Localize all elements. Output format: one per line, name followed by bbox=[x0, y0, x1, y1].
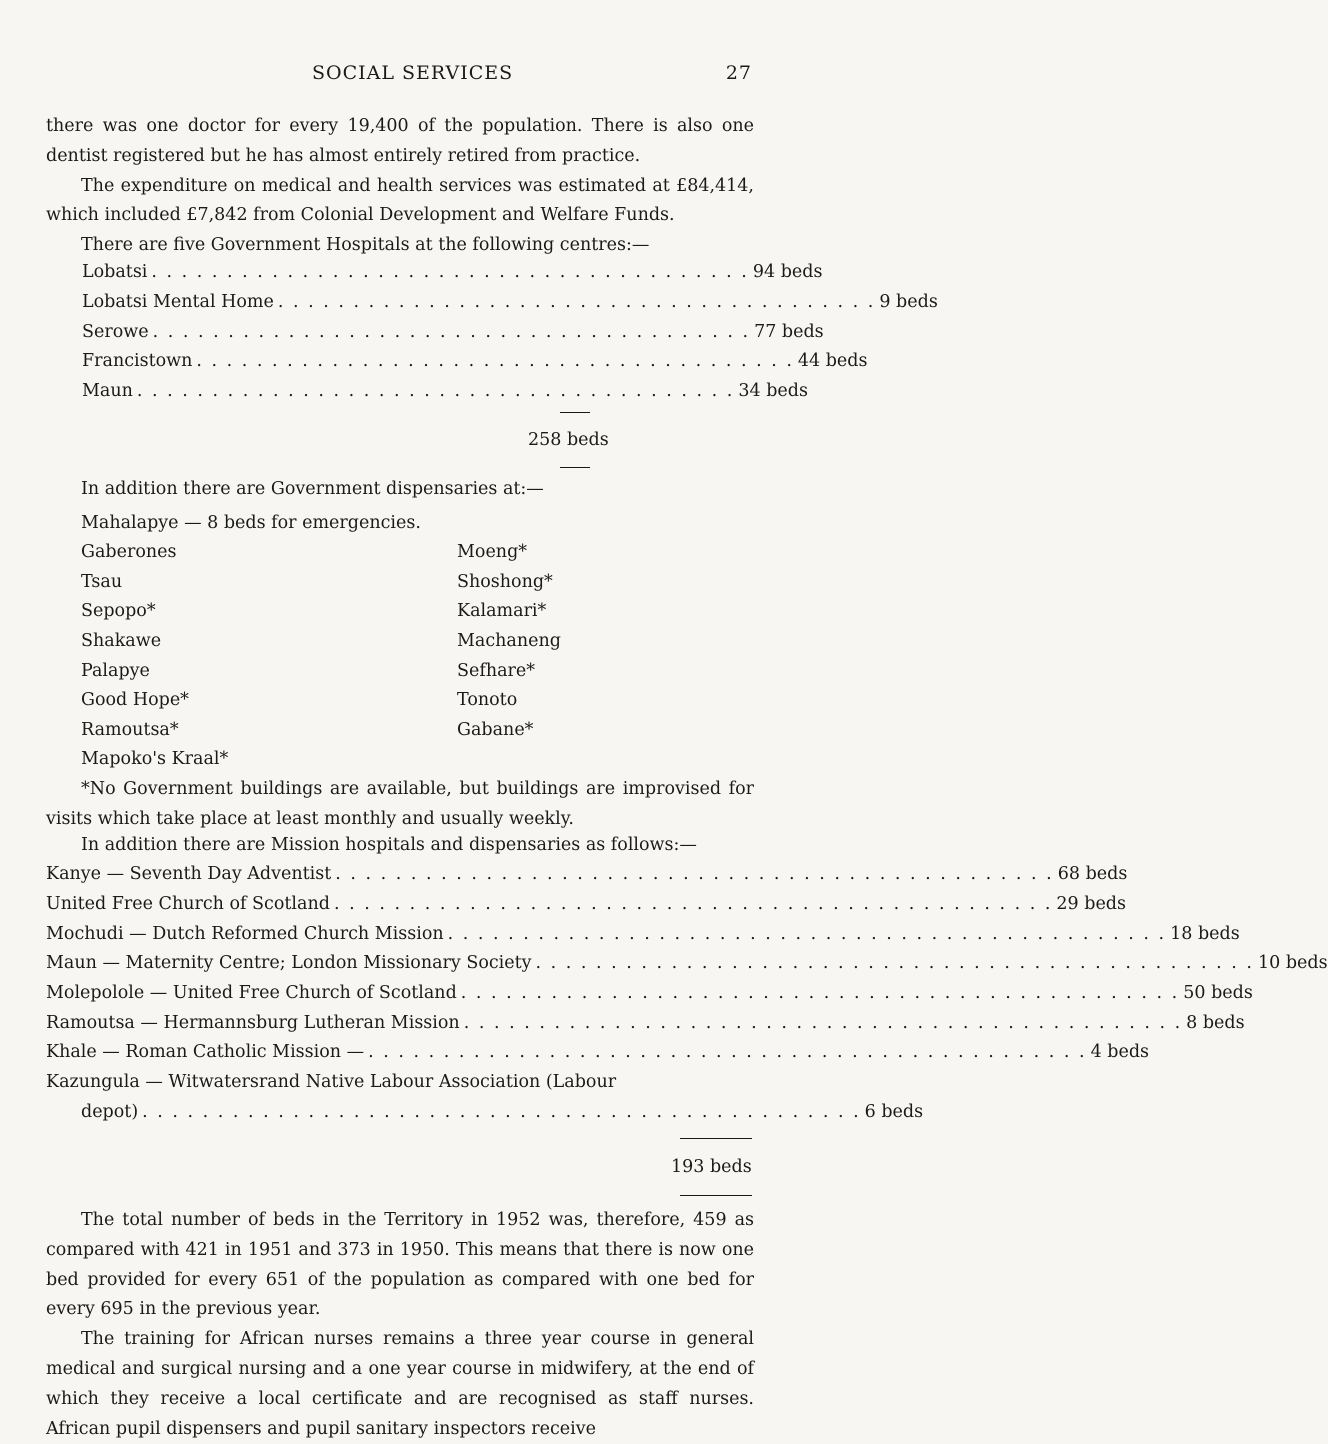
closing-paragraph-1: The total number of beds in the Territory in 1952 was, therefore, 459 as compared with 421 in 1951 and 373 in 1950. This means that there is now one bed provided for every 651 of the population as compared with one bed for every 695 in the previous year. bbox=[46, 1210, 754, 1320]
leader-dots: . . . . . . . . . . . . . . . . . . . . . . . . . . . . . . . . . . . . . . . . . . . . . . . . bbox=[447, 924, 1167, 944]
hospital-row bbox=[82, 351, 868, 371]
closing-section bbox=[46, 1206, 754, 1444]
mission-name: Khale — Roman Catholic Mission — bbox=[46, 1042, 365, 1062]
mission-beds: 8 beds bbox=[1186, 1013, 1245, 1033]
running-title: SOCIAL SERVICES bbox=[312, 62, 514, 84]
dispensary-item: Tonoto bbox=[457, 690, 518, 710]
total-rule bbox=[680, 1195, 752, 1196]
leader-dots: . . . . . . . . . . . . . . . . . . . . . . . . . . . . . . . . . . . . . . . . bbox=[152, 322, 751, 342]
mission-beds: 10 beds bbox=[1258, 953, 1328, 973]
mission-name-continued: depot) bbox=[81, 1102, 139, 1122]
dispensary-item: Moeng* bbox=[457, 542, 528, 562]
mission-name: United Free Church of Scotland bbox=[46, 894, 330, 914]
mission-row bbox=[46, 894, 1126, 914]
leader-dots: . . . . . . . . . . . . . . . . . . . . . . . . . . . . . . . . . . . . . . . . bbox=[151, 262, 749, 282]
dispensaries-intro: In addition there are Government dispensaries at:— bbox=[81, 479, 544, 499]
hospital-name: Lobatsi Mental Home bbox=[82, 292, 274, 312]
dispensary-item: Palapye bbox=[81, 661, 150, 681]
hospital-name: Maun bbox=[82, 381, 133, 401]
mission-beds: 50 beds bbox=[1183, 983, 1253, 1003]
mission-row bbox=[46, 1013, 1245, 1033]
dispensary-item: Shoshong* bbox=[457, 572, 553, 592]
mission-row bbox=[46, 1042, 1150, 1062]
mission-beds: 29 beds bbox=[1056, 894, 1126, 914]
dispensary-item: Tsau bbox=[81, 572, 123, 592]
mission-beds: 18 beds bbox=[1170, 924, 1240, 944]
dispensary-item: Good Hope* bbox=[81, 690, 189, 710]
closing-paragraph-2: The training for African nurses remains a three year course in general medical and surgical nursing and a one year course in midwifery, at the end of which they receive a local certificate and are recognised as staff nurses. African pupil dispensers and pupil sanitary inspectors receive bbox=[46, 1329, 754, 1439]
leader-dots: . . . . . . . . . . . . . . . . . . . . . . . . . . . . . . . . . . . . . . . . . . . . . . . . bbox=[142, 1102, 861, 1122]
hospital-row bbox=[82, 322, 824, 342]
sum-rule bbox=[560, 412, 590, 413]
intro-section bbox=[46, 112, 754, 261]
mission-name: Ramoutsa — Hermannsburg Lutheran Mission bbox=[46, 1013, 460, 1033]
intro-paragraph-1: there was one doctor for every 19,400 of the population. There is also one dentist registered but he has almost entirely retired from practice. bbox=[46, 116, 754, 166]
leader-dots: . . . . . . . . . . . . . . . . . . . . . . . . . . . . . . . . . . . . . . . . . . . . . . . . bbox=[368, 1042, 1087, 1062]
page-header bbox=[0, 62, 800, 88]
hospital-beds: 44 beds bbox=[797, 351, 868, 371]
hospital-beds: 9 beds bbox=[879, 292, 938, 312]
mission-name: Kanye — Seventh Day Adventist bbox=[46, 864, 332, 884]
dispensary-item: Gaberones bbox=[81, 542, 177, 562]
leader-dots: . . . . . . . . . . . . . . . . . . . . . . . . . . . . . . . . . . . . . . . . . . . . . . . . bbox=[335, 864, 1054, 884]
hospital-row bbox=[82, 292, 938, 312]
mission-name: Mochudi — Dutch Reformed Church Mission bbox=[46, 924, 444, 944]
leader-dots: . . . . . . . . . . . . . . . . . . . . . . . . . . . . . . . . . . . . . . . . . . . . . . . . bbox=[333, 894, 1053, 914]
mission-beds: 6 beds bbox=[864, 1102, 924, 1122]
dispensary-item: Sefhare* bbox=[457, 661, 535, 681]
mission-row bbox=[46, 953, 1328, 973]
mission-row bbox=[46, 864, 1128, 884]
mission-beds: 4 beds bbox=[1090, 1042, 1150, 1062]
footnote: *No Government buildings are available, but buildings are improvised for visits which take place at least monthly and usually weekly. bbox=[46, 779, 754, 829]
intro-paragraph-2: The expenditure on medical and health services was estimated at £84,414, which included £7,842 from Colonial Development and Welfare Funds. bbox=[46, 175, 754, 226]
intro-paragraph-3: There are five Government Hospitals at the following centres:— bbox=[81, 235, 650, 256]
total-rule bbox=[560, 467, 590, 468]
mission-name: Molepolole — United Free Church of Scotland bbox=[46, 983, 457, 1003]
page-number: 27 bbox=[725, 62, 752, 84]
hospital-beds: 94 beds bbox=[752, 262, 823, 282]
dispensary-item: Mapoko's Kraal* bbox=[81, 749, 229, 769]
hospital-row bbox=[82, 381, 808, 401]
sum-rule bbox=[680, 1138, 752, 1139]
mission-beds: 68 beds bbox=[1057, 864, 1128, 884]
hospital-row bbox=[82, 262, 823, 282]
leader-dots: . . . . . . . . . . . . . . . . . . . . . . . . . . . . . . . . . . . . . . . . . . . . . . . . bbox=[463, 1013, 1183, 1033]
mission-intro: In addition there are Mission hospitals and dispensaries as follows:— bbox=[81, 835, 697, 855]
mission-row bbox=[81, 1102, 924, 1122]
hospital-name: Francistown bbox=[82, 351, 193, 371]
mission-row bbox=[46, 983, 1253, 1003]
hospital-name: Serowe bbox=[82, 322, 149, 342]
dispensary-item: Sepopo* bbox=[81, 601, 156, 621]
mission-name: Maun — Maternity Centre; London Missionary Society bbox=[46, 953, 532, 973]
dispensary-item: Shakawe bbox=[81, 631, 162, 651]
leader-dots: . . . . . . . . . . . . . . . . . . . . . . . . . . . . . . . . . . . . . . . . bbox=[196, 351, 794, 371]
leader-dots: . . . . . . . . . . . . . . . . . . . . . . . . . . . . . . . . . . . . . . . . bbox=[136, 381, 735, 401]
leader-dots: . . . . . . . . . . . . . . . . . . . . . . . . . . . . . . . . . . . . . . . . bbox=[277, 292, 876, 312]
dispensary-item: Kalamari* bbox=[457, 601, 547, 621]
hospital-name: Lobatsi bbox=[82, 262, 148, 282]
dispensary-item: Gabane* bbox=[457, 720, 534, 740]
hospital-beds: 34 beds bbox=[738, 381, 808, 401]
mission-row bbox=[46, 924, 1240, 944]
dispensary-item: Ramoutsa* bbox=[81, 720, 179, 740]
leader-dots: . . . . . . . . . . . . . . . . . . . . . . . . . . . . . . . . . . . . . . . . . . . . . . . . bbox=[460, 983, 1180, 1003]
leader-dots: . . . . . . . . . . . . . . . . . . . . . . . . . . . . . . . . . . . . . . . . . . . . . . . . bbox=[535, 953, 1254, 973]
hospitals-total: 258 beds bbox=[528, 430, 609, 450]
mission-last-line: Kazungula — Witwatersrand Native Labour Association (Labour bbox=[46, 1072, 617, 1092]
dispensary-first: Mahalapye — 8 beds for emergencies. bbox=[81, 513, 421, 533]
hospital-beds: 77 beds bbox=[754, 322, 824, 342]
dispensary-item: Machaneng bbox=[457, 631, 561, 651]
missions-total: 193 beds bbox=[671, 1157, 752, 1177]
